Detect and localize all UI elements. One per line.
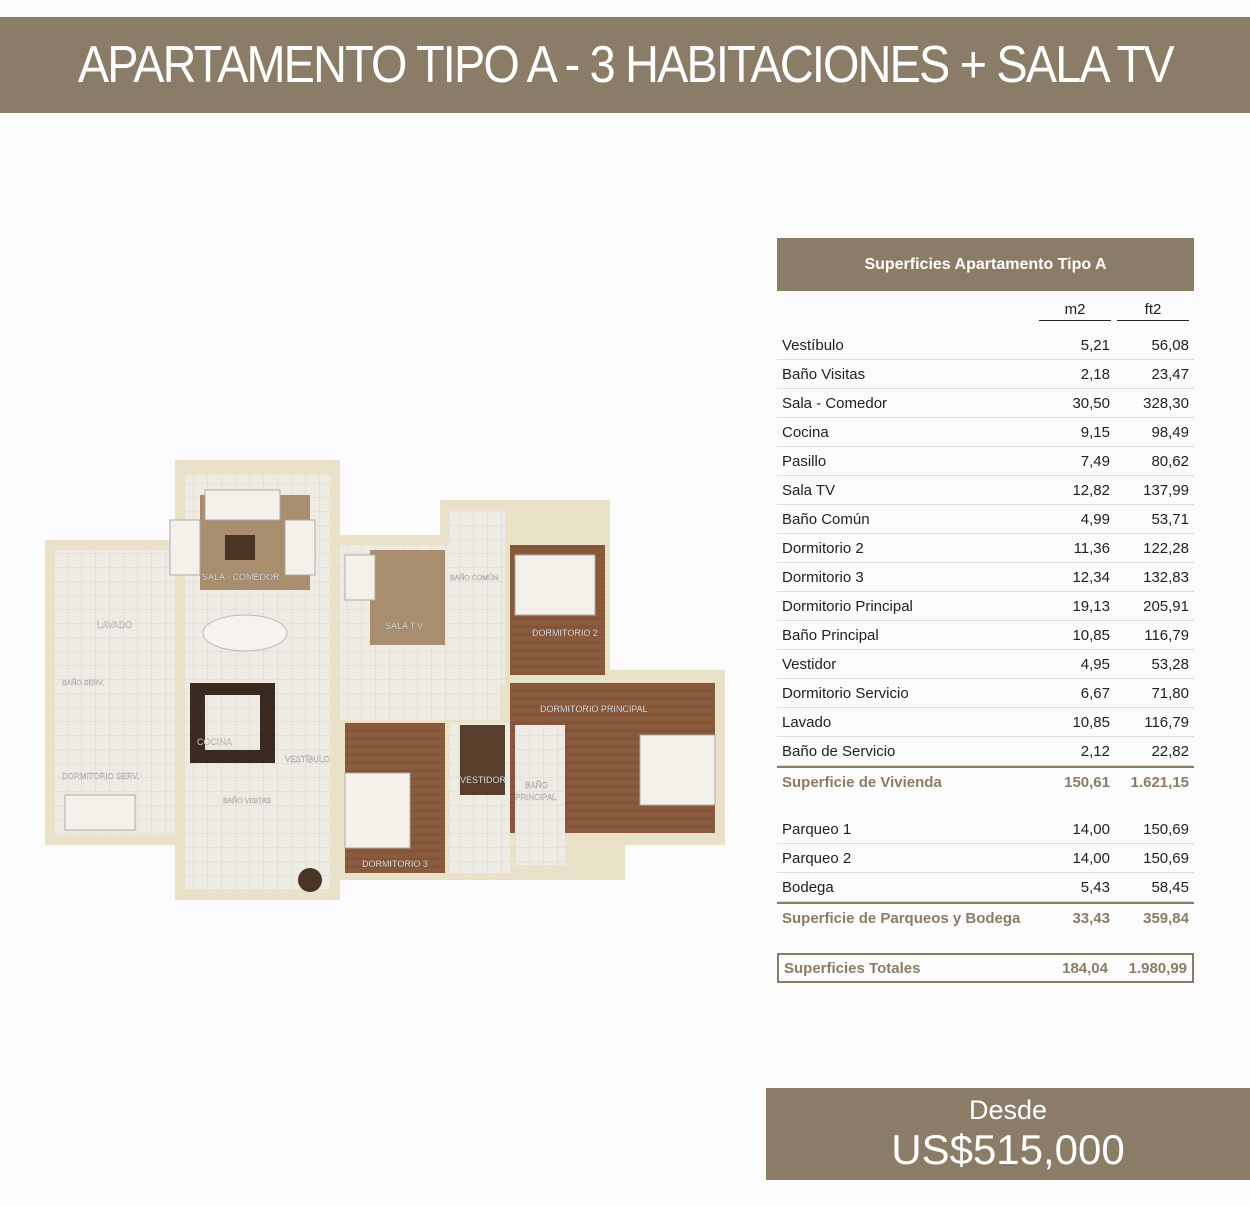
label-dormitorio-principal: DORMITORIO PRINCIPAL	[540, 704, 648, 714]
label-dormitorio-serv: DORMITORIO SERV.	[62, 772, 140, 781]
label-bano-comun: BAÑO COMÚN	[450, 575, 499, 582]
cell-m2: 5,43	[1080, 878, 1110, 896]
total-name: Superficie de Parqueos y Bodega	[782, 909, 1021, 927]
cell-name: Sala - Comedor	[782, 394, 888, 412]
label-cocina: COCINA	[197, 737, 233, 747]
cell-name: Cocina	[782, 423, 829, 441]
cell-name: Dormitorio Servicio	[782, 684, 909, 702]
cell-ft2: 80,62	[1151, 452, 1189, 470]
table-row	[777, 360, 1194, 389]
page-title: APARTAMENTO TIPO A - 3 HABITACIONES + SALA TV	[77, 36, 1173, 94]
cell-name: Baño Principal	[782, 626, 879, 644]
cell-ft2: 122,28	[1143, 539, 1189, 557]
label-sala-comedor: SALA - COMEDOR	[202, 572, 280, 582]
cell-ft2: 137,99	[1143, 481, 1189, 499]
table-row	[777, 873, 1194, 902]
cell-m2: 10,85	[1072, 626, 1110, 644]
cell-ft2: 116,79	[1144, 713, 1189, 731]
table-row	[777, 815, 1194, 844]
label-vestibulo: VESTÍBULO	[285, 755, 330, 764]
title-banner	[0, 17, 1250, 113]
table-row	[777, 418, 1194, 447]
total-ft2: 1.980,99	[1128, 959, 1187, 977]
table-row	[777, 534, 1194, 563]
cell-ft2: 53,71	[1151, 510, 1189, 528]
cell-ft2: 150,69	[1143, 849, 1189, 867]
price-label: Desde	[968, 1095, 1048, 1125]
cell-m2: 19,13	[1072, 597, 1110, 615]
col-ft2: ft2	[1117, 301, 1189, 321]
floor-plan	[40, 455, 730, 915]
cell-name: Lavado	[782, 713, 832, 731]
total-parking-row	[777, 902, 1194, 932]
price-box	[766, 1088, 1250, 1180]
cell-name: Vestidor	[782, 655, 837, 673]
cell-m2: 14,00	[1072, 849, 1110, 867]
table-row	[777, 476, 1194, 505]
table-title: Superficies Apartamento Tipo A	[777, 238, 1194, 291]
grand-total-row	[777, 953, 1194, 983]
column-headers	[777, 291, 1194, 331]
label-dormitorio-3: DORMITORIO 3	[362, 859, 428, 869]
label-sala-tv: SALA T.V	[385, 621, 423, 631]
cell-m2: 5,21	[1080, 336, 1110, 354]
cell-m2: 4,95	[1080, 655, 1110, 673]
cell-ft2: 53,28	[1151, 655, 1189, 673]
cell-ft2: 205,91	[1143, 597, 1189, 615]
total-m2: 150,61	[1064, 773, 1110, 791]
cell-m2: 14,00	[1072, 820, 1110, 838]
cell-ft2: 132,83	[1143, 568, 1189, 586]
cell-m2: 2,12	[1080, 742, 1110, 760]
cell-name: Dormitorio 3	[782, 568, 864, 586]
table-row	[777, 389, 1194, 418]
total-vivienda-row	[777, 766, 1194, 796]
cell-name: Dormitorio Principal	[782, 597, 913, 615]
cell-m2: 12,82	[1072, 481, 1110, 499]
label-lavado: LAVADO	[97, 620, 133, 630]
label-dormitorio-2: DORMITORIO 2	[532, 628, 598, 638]
table-row	[777, 505, 1194, 534]
total-ft2: 1.621,15	[1130, 773, 1189, 791]
col-m2: m2	[1039, 301, 1111, 321]
table-row	[777, 447, 1194, 476]
table-row	[777, 679, 1194, 708]
cell-ft2: 150,69	[1143, 820, 1189, 838]
cell-ft2: 22,82	[1151, 742, 1189, 760]
label-bano-principal-1: BAÑO	[525, 781, 548, 790]
label-vestidor: VESTIDOR	[460, 775, 507, 785]
table-row	[777, 708, 1194, 737]
cell-name: Parqueo 1	[782, 820, 852, 838]
cell-m2: 4,99	[1080, 510, 1110, 528]
total-ft2: 359,84	[1143, 909, 1189, 927]
cell-name: Vestíbulo	[782, 336, 844, 354]
cell-m2: 10,85	[1072, 713, 1110, 731]
cell-name: Bodega	[782, 878, 834, 896]
table-row	[777, 563, 1194, 592]
cell-name: Baño de Servicio	[782, 742, 896, 760]
cell-m2: 9,15	[1080, 423, 1110, 441]
cell-ft2: 71,80	[1151, 684, 1189, 702]
total-m2: 33,43	[1072, 909, 1110, 927]
table-row	[777, 592, 1194, 621]
cell-ft2: 56,08	[1151, 336, 1189, 354]
table-row	[777, 737, 1194, 766]
area-table	[777, 238, 1194, 983]
total-name: Superficies Totales	[784, 959, 921, 977]
label-bano-visitas: BAÑO VISITAS	[223, 798, 272, 805]
cell-name: Dormitorio 2	[782, 539, 864, 557]
cell-m2: 6,67	[1080, 684, 1110, 702]
table-row	[777, 650, 1194, 679]
cell-ft2: 98,49	[1151, 423, 1189, 441]
cell-ft2: 328,30	[1143, 394, 1189, 412]
label-bano-serv: BAÑO SERV.	[62, 680, 105, 687]
cell-name: Pasillo	[782, 452, 827, 470]
total-name: Superficie de Vivienda	[782, 773, 942, 791]
cell-m2: 7,49	[1080, 452, 1110, 470]
table-row	[777, 331, 1194, 360]
total-m2: 184,04	[1062, 959, 1108, 977]
label-bano-principal-2: PRINCIPAL	[515, 793, 557, 802]
cell-ft2: 116,79	[1144, 626, 1189, 644]
cell-name: Baño Común	[782, 510, 870, 528]
cell-name: Parqueo 2	[782, 849, 852, 867]
table-row	[777, 844, 1194, 873]
cell-m2: 12,34	[1072, 568, 1110, 586]
price-value: US$515,000	[891, 1126, 1125, 1173]
cell-m2: 11,36	[1073, 539, 1110, 557]
cell-name: Sala TV	[782, 481, 836, 499]
cell-name: Baño Visitas	[782, 365, 866, 383]
cell-m2: 30,50	[1072, 394, 1110, 412]
cell-ft2: 23,47	[1151, 365, 1189, 383]
table-row	[777, 621, 1194, 650]
cell-ft2: 58,45	[1151, 878, 1189, 896]
cell-m2: 2,18	[1080, 365, 1110, 383]
